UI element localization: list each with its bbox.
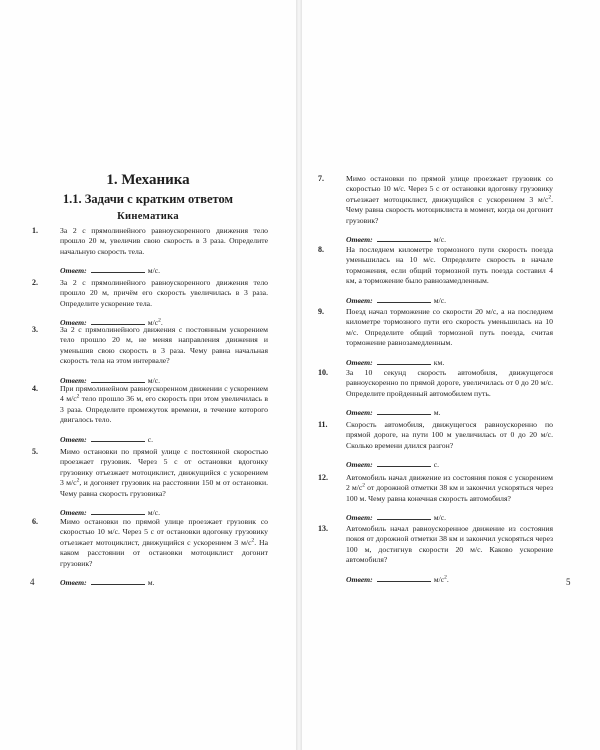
answer-label: Ответ: [60,508,87,518]
problem-number: 5. [32,447,38,456]
problem-5 [32,447,268,518]
problem-number: 4. [32,384,38,393]
problem-8 [318,245,553,306]
chapter-title: 1. Механика [106,172,190,188]
answer-label: Ответ: [346,295,373,305]
answer-blank[interactable] [91,264,145,273]
problem-10 [318,368,553,418]
problem-7 [318,174,553,245]
problem-text [346,473,553,504]
answer-label: Ответ: [60,375,87,385]
problem-2 [32,278,268,328]
problem-3 [32,325,268,386]
problem-number: 11. [318,420,328,429]
answer-unit-end: . [446,574,449,584]
answer-label: Ответ: [346,460,373,470]
problem-text-part: Мимо остановки по прямой улице проезжает грузовик со скоростью 10 м/с. Через 5 с от остановки вдогонку грузовику отъезжает мотоциклист, движущийся с ускорением 3 м/с [60,517,268,547]
problem-text-part: Автомобиль начал движение из состояния покоя с ускорением 2 м/с [346,473,553,493]
text-exponent: 2 [362,482,366,489]
text-exponent: 2 [251,537,255,544]
answer-blank[interactable] [377,458,431,467]
problem-text [60,447,268,499]
answer-blank[interactable] [91,433,145,442]
problem-text-part: . Чему равна скорость мотоциклиста в момент, когда он догонит грузовик? [346,194,553,225]
subsection-title: Кинематика [117,211,179,222]
section-title: 1.1. Задачи с кратким ответом [62,192,234,206]
answer-line [346,294,553,306]
answer-unit: с. [433,460,440,470]
problem-number: 13. [318,524,328,533]
problem-number: 10. [318,368,328,377]
problem-number: 8. [318,245,324,254]
answer-blank[interactable] [377,356,431,365]
answer-blank[interactable] [377,294,431,303]
problem-text: За 10 секунд скорость автомобиля, движущегося равноускоренно по прямой дороге, увеличилась от 0 до 20 м/с. Определите пройденный автомобилем путь. [346,368,553,398]
page-number: 4 [30,577,35,587]
problem-text: Поезд начал торможение со скорости 20 м/с, а на последнем километре тормозного пути его скорость уменьшилась на 10 м/с. Определите общий тормозной путь поезда, считая торможение равнозамедленным. [346,307,553,348]
text-exponent: 2 [76,477,80,484]
problem-text [60,384,268,426]
answer-label: Ответ: [60,318,87,328]
problem-text-part: от дорожной отметки 38 км и закончил ускоряться через 100 м. Чему равна конечная скорость автомобиля? [346,483,553,503]
answer-unit: м/с. [147,266,161,276]
problem-11 [318,420,553,470]
page-number: 5 [566,577,571,587]
problem-text-part: Мимо остановки по прямой улице с постоянной скоростью проезжает грузовик. Через 5 с от остановки вдогонку грузовику отъезжает мотоциклист, движущийся с ускорением 3 м/с [60,447,268,488]
answer-blank[interactable] [91,576,145,585]
answer-line [60,576,268,588]
problem-text: За 2 с прямолинейного равноускоренного движения тело прошло 20 м, увеличив свою скорость в 3 раза. Определите начальную скорость тела. [60,226,268,256]
problem-1 [32,226,268,276]
answer-unit: км. [433,357,445,367]
answer-unit: м/с. [433,295,447,305]
answer-blank[interactable] [377,573,431,582]
answer-blank[interactable] [91,374,145,383]
problem-13 [318,524,553,585]
answer-line [346,406,553,418]
answer-label: Ответ: [346,513,373,523]
answer-blank[interactable] [377,511,431,520]
problem-text-part: тело прошло 36 м, его скорость при этом увеличилась в 3 раза. Определите промежуток времени, в течение которого двигалось тело. [60,394,268,425]
answer-unit: м/с. [433,513,447,523]
problem-number: 3. [32,325,38,334]
problem-text: Автомобиль начал равноускоренное движение из состояния покоя от дорожной отметки 38 км и закончил ускоряться через 100 м, достигнув скорости 20 м/с. Каково ускорение автомобиля? [346,524,553,565]
problem-text: За 2 с прямолинейного движения с постоянным ускорением тело прошло 20 м, не меняя направления движения и уменьшив свою скорость в 3 раза. Чему равна начальная скорость тела на этом интервале? [60,325,268,366]
answer-label: Ответ: [60,578,87,588]
problem-number: 7. [318,174,324,183]
problem-text: За 2 с прямолинейного равноускоренного движения тело прошло 20 м, причём его скорость увеличилась в 3 раза. Определите ускорение тела. [60,278,268,308]
problem-9 [318,307,553,368]
answer-line [346,573,553,585]
answer-blank[interactable] [377,406,431,415]
problem-number: 6. [32,517,38,526]
answer-line [346,511,553,523]
problem-number: 12. [318,473,328,482]
problem-4 [32,384,268,445]
problem-text: Скорость автомобиля, движущегося равноускоренно по прямой дороге, на пути 100 м увеличилась от 0 до 20 м/с. Сколько времени длился разгон? [346,420,553,450]
answer-blank[interactable] [377,233,431,242]
answer-unit: м/с. [147,375,161,385]
answer-unit: с. [147,434,154,444]
problem-text-part: Мимо остановки по прямой улице проезжает грузовик со скоростью 10 м/с. Через 5 с от остановки вдогонку грузовику отъезжает мотоциклист, движущийся с ускорением 3 м/с [346,174,553,204]
problem-number: 2. [32,278,38,287]
problem-number: 1. [32,226,38,235]
answer-line [346,458,553,470]
answer-line [60,264,268,276]
answer-label: Ответ: [60,266,87,276]
answer-label: Ответ: [346,574,373,584]
problem-6 [32,517,268,588]
answer-unit: м/с [147,318,159,328]
problem-number: 9. [318,307,324,316]
answer-unit-end: . [160,318,163,328]
answer-label: Ответ: [60,434,87,444]
answer-label: Ответ: [346,408,373,418]
answer-unit-exponent: 2 [158,317,161,324]
problem-text-part: . На каком расстоянии от остановки мотоциклист догонит грузовик? [60,537,268,568]
answer-unit: м. [147,578,155,588]
answer-line [346,233,553,245]
answer-unit: м/с [433,574,445,584]
answer-blank[interactable] [91,506,145,515]
answer-unit-exponent: 2 [444,574,447,581]
problem-12 [318,473,553,523]
answer-label: Ответ: [346,235,373,245]
text-exponent: 2 [548,194,552,201]
answer-unit: м/с. [433,235,447,245]
problem-text [60,517,268,569]
problem-text-part: , и догоняет грузовик на расстоянии 150 м от остановки. Чему равна скорость грузовика? [60,478,268,498]
left-page [0,0,296,750]
answer-unit: м. [433,408,441,418]
answer-label: Ответ: [346,357,373,367]
answer-line [346,356,553,368]
problem-text [346,174,553,226]
problem-text: На последнем километре тормозного пути скорость поезда уменьшилась на 10 м/с. Определите скорость в начале торможения, если общий тормозной путь поезда составил 4 км, а торможение было равнозамедленным. [346,245,553,286]
answer-line [60,433,268,445]
answer-blank[interactable] [91,316,145,325]
answer-unit: м/с. [147,508,161,518]
right-page [302,0,600,750]
problem-text-part: При прямолинейном равноускоренном движении с ускорением 4 м/с [60,384,268,404]
text-exponent: 2 [76,393,80,400]
